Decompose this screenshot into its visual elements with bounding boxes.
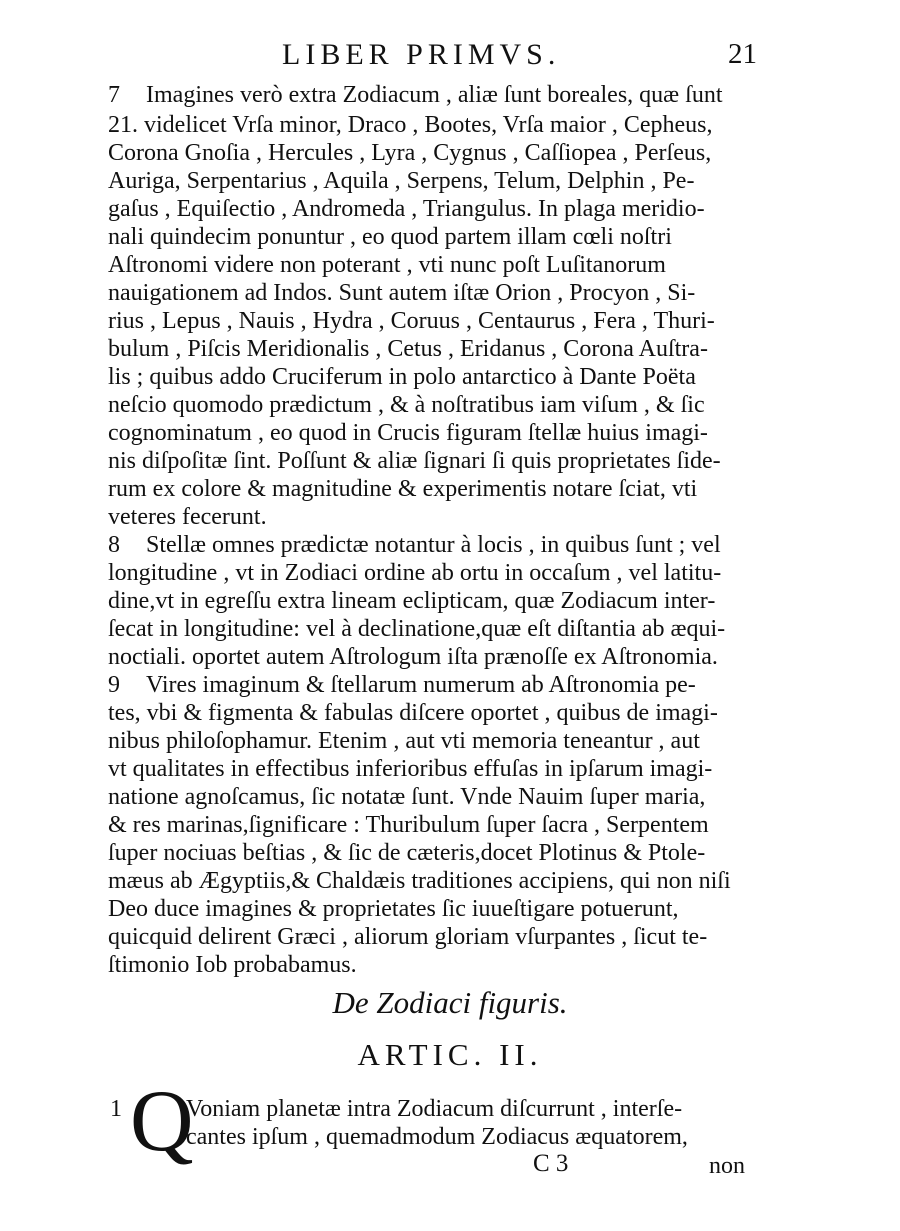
text-line: 8 Stellæ omnes prædictæ notantur à locis , in quibus ſunt ; vel: [108, 532, 721, 558]
text-line: longitudine , vt in Zodiaci ordine ab ortu in occaſum , vel latitu-: [108, 560, 722, 586]
text-line: ſuper nociuas beſtias , & ſic de cæteris,docet Plotinus & Ptole-: [108, 840, 706, 866]
text-line: Corona Gnoſia , Hercules , Lyra , Cygnus , Caſſiopea , Perſeus,: [108, 140, 712, 166]
text-line: dine,vt in egreſſu extra lineam eclipticam, quæ Zodiacum inter-: [108, 588, 716, 614]
running-head: [0, 38, 900, 78]
text-line: quicquid delirent Græci , aliorum gloriam vſurpantes , ſicut te-: [108, 924, 708, 950]
paragraph-number: 9: [108, 672, 120, 698]
text-line: rius , Lepus , Nauis , Hydra , Coruus , Centaurus , Fera , Thuri-: [108, 308, 715, 334]
text-line: Voniam planetæ intra Zodiacum diſcurrunt , interſe-: [186, 1096, 683, 1122]
text-line: nali quindecim ponuntur , eo quod partem illam cœli noſtri: [108, 224, 672, 250]
text-line: Aſtronomi videre non poterant , vti nunc poſt Luſitanorum: [108, 252, 666, 278]
text-line: vt qualitates in effectibus inferioribus effuſas in ipſarum imagi-: [108, 756, 713, 782]
paragraph-number: 7: [108, 82, 120, 108]
text-line: veteres fecerunt.: [108, 504, 267, 530]
text-line: natione agnoſcamus, ſic notatæ ſunt. Vnde Nauim ſuper maria,: [108, 784, 706, 810]
text-line: & res marinas,ſignificare : Thuribulum ſuper ſacra , Serpentem: [108, 812, 709, 838]
text-line: noctiali. oportet autem Aſtrologum iſta prænoſſe ex Aſtronomia.: [108, 644, 718, 670]
text-line: Deo duce imagines & proprietates ſic iuueſtigare potuerunt,: [108, 896, 679, 922]
text-line: tes, vbi & figmenta & fabulas diſcere oportet , quibus de imagi-: [108, 700, 718, 726]
text-line: 7 Imagines verò extra Zodiacum , aliæ ſunt boreales, quæ ſunt: [108, 82, 723, 108]
section-title: De Zodiaci figuris.: [332, 985, 568, 1020]
text-line: Auriga, Serpentarius , Aquila , Serpens, Telum, Delphin , Pe-: [108, 168, 695, 194]
text-line: neſcio quomodo prædictum , & à noſtratibus iam viſum , & ſic: [108, 392, 705, 418]
signature-mark: C 3: [533, 1150, 569, 1177]
text-line: gaſus , Equiſectio , Andromeda , Triangulus. In plaga meridio-: [108, 196, 705, 222]
text-line: ſecat in longitudine: vel à declinatione,quæ eſt diſtantia ab æqui-: [108, 616, 726, 642]
text-line: 9 Vires imaginum & ſtellarum numerum ab Aſtronomia pe-: [108, 672, 696, 698]
paragraph-number: 8: [108, 532, 120, 558]
paragraph-number: 1: [110, 1096, 122, 1122]
text-line: nibus philoſophamur. Etenim , aut vti memoria teneantur , aut: [108, 728, 700, 754]
text-line: lis ; quibus addo Cruciferum in polo antarctico à Dante Poëta: [108, 364, 696, 390]
text-line: nauigationem ad Indos. Sunt autem iſtæ Orion , Procyon , Si-: [108, 280, 696, 306]
text-line: cantes ipſum , quemadmodum Zodiacus æquatorem,: [186, 1124, 688, 1150]
text-line: cognominatum , eo quod in Crucis figuram ſtellæ huius imagi-: [108, 420, 708, 446]
catchword: non: [709, 1153, 745, 1179]
running-title: LIBER PRIMVS.: [282, 38, 561, 71]
article-heading: ARTIC. II.: [357, 1037, 543, 1072]
drop-capital: Q: [130, 1073, 194, 1170]
text-line: mæus ab Ægyptiis,& Chaldæis traditiones accipiens, qui non niſi: [108, 868, 731, 894]
text-line: 21. videlicet Vrſa minor, Draco , Bootes, Vrſa maior , Cepheus,: [108, 112, 713, 138]
text-line: rum ex colore & magnitudine & experimentis notare ſciat, vti: [108, 476, 698, 502]
text-line: ſtimonio Iob probabamus.: [108, 952, 357, 978]
text-line: nis diſpoſitæ ſint. Poſſunt & aliæ ſignari ſi quis proprietates ſide-: [108, 448, 721, 474]
text-line: bulum , Piſcis Meridionalis , Cetus , Eridanus , Corona Auſtra-: [108, 336, 708, 362]
page-number: 21: [728, 38, 757, 70]
